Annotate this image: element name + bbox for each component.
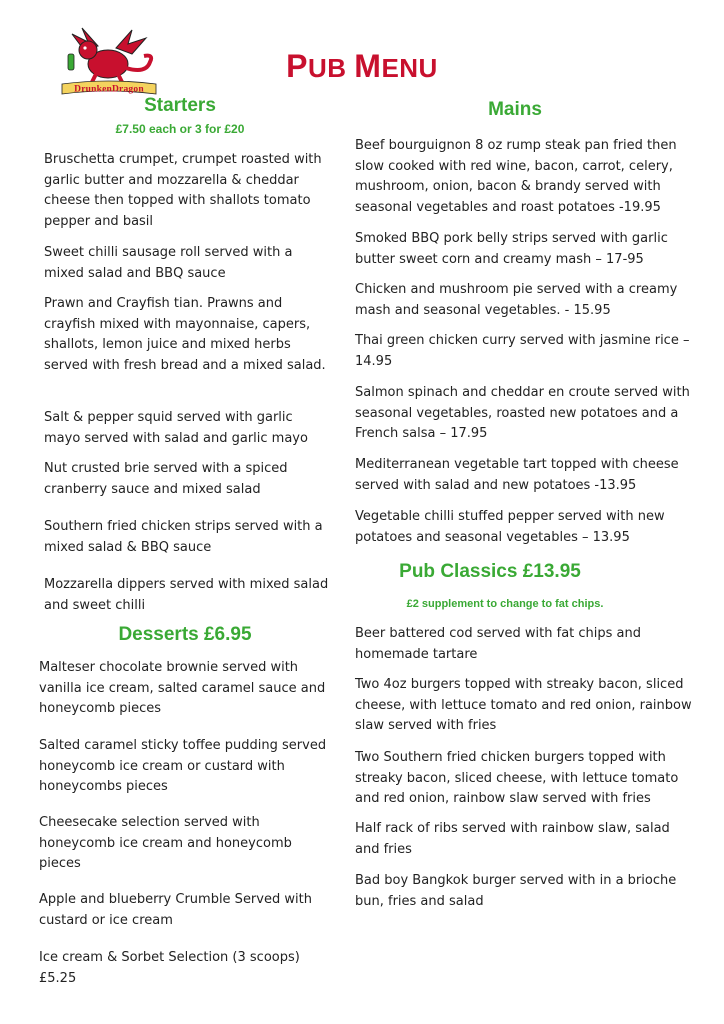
dessert-item: Cheesecake selection served with honeycomb ice cream and honeycomb pieces: [39, 815, 292, 871]
pub-classics-heading: Pub Classics £13.95: [399, 561, 581, 582]
main-item: Smoked BBQ pork belly strips served with garlic butter sweet corn and creamy mash – 17-95: [355, 231, 668, 267]
starter-item: Prawn and Crayfish tian. Prawns and crayfish mixed with mayonnaise, capers, shallots, lemon juice and mixed herbs served with fresh bread and a mixed salad.: [44, 296, 326, 373]
starters-heading: Starters: [144, 95, 216, 116]
main-item: Chicken and mushroom pie served with a creamy mash and seasonal vegetables. - 15.95: [355, 282, 678, 318]
starter-item: Salt & pepper squid served with garlic mayo served with salad and garlic mayo: [44, 410, 308, 446]
main-item: Beef bourguignon 8 oz rump steak pan fried then slow cooked with red wine, bacon, carrot, celery, mushroom, onion, bacon & brandy served with seasonal vegetables and roast potatoes -19.95: [355, 138, 677, 215]
pub-classic-item: Beer battered cod served with fat chips and homemade tartare: [355, 626, 642, 662]
starter-item: Mozzarella dippers served with mixed salad and sweet chilli: [44, 577, 329, 613]
main-item: Salmon spinach and cheddar en croute served with seasonal vegetables, roasted new potatoes and a French salsa – 17.95: [355, 385, 690, 441]
starters-price-note: £7.50 each or 3 for £20: [115, 122, 245, 136]
main-item: Thai green chicken curry served with jasmine rice – 14.95: [355, 333, 690, 369]
mains-heading: Mains: [488, 99, 542, 120]
pub-classic-item: Two Southern fried chicken burgers topped with streaky bacon, sliced cheese, with lettuce tomato and red onion, rainbow slaw served with fries: [355, 750, 679, 806]
starter-item: Bruschetta crumpet, crumpet roasted with garlic butter and mozzarella & cheddar cheese then topped with shallots tomato pepper and basil: [44, 152, 322, 229]
dessert-item: Salted caramel sticky toffee pudding served honeycomb ice cream or custard with honeycombs pieces: [39, 738, 327, 794]
logo-wordmark: DrunkenDragon: [74, 84, 144, 95]
main-item: Mediterranean vegetable tart topped with cheese served with salad and new potatoes -13.95: [355, 457, 679, 493]
dessert-item: Apple and blueberry Crumble Served with custard or ice cream: [39, 892, 312, 928]
main-item: Vegetable chilli stuffed pepper served with new potatoes and seasonal vegetables – 13.95: [355, 509, 665, 545]
pub-classic-item: Bad boy Bangkok burger served with in a brioche bun, fries and salad: [355, 873, 677, 909]
desserts-heading: Desserts £6.95: [118, 624, 252, 645]
dessert-item: Malteser chocolate brownie served with vanilla ice cream, salted caramel sauce and honeycomb pieces: [39, 660, 326, 716]
starter-item: Nut crusted brie served with a spiced cranberry sauce and mixed salad: [44, 461, 288, 497]
pub-classic-item: Half rack of ribs served with rainbow slaw, salad and fries: [355, 821, 670, 857]
page-title: PUB MENU: [286, 48, 438, 84]
starter-item: Sweet chilli sausage roll served with a mixed salad and BBQ sauce: [44, 245, 293, 281]
pub-classics-note: £2 supplement to change to fat chips.: [406, 598, 604, 610]
starter-item: Southern fried chicken strips served with a mixed salad & BBQ sauce: [44, 519, 323, 555]
dessert-item: Ice cream & Sorbet Selection (3 scoops) £5.25: [39, 950, 300, 986]
pub-classic-item: Two 4oz burgers topped with streaky bacon, sliced cheese, with lettuce tomato and red onion, rainbow slaw served with fries: [355, 677, 692, 733]
